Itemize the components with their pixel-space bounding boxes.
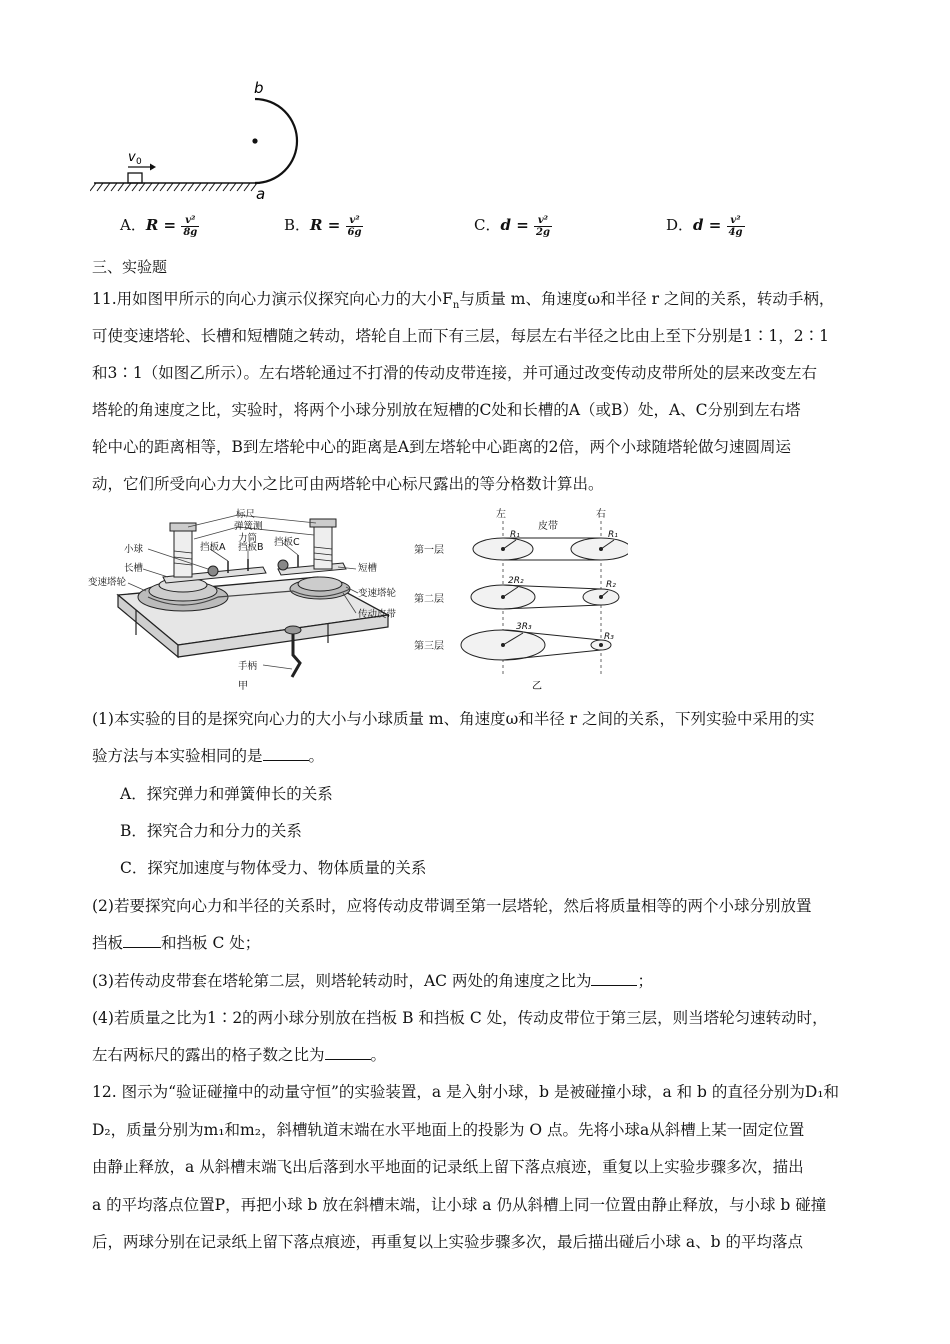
label-r1-left: R₁ — [510, 530, 520, 540]
caption-jia: 甲 — [238, 681, 248, 692]
label-r3-left: 3R₃ — [516, 622, 532, 632]
label-r2-right: R₂ — [606, 580, 616, 590]
q11-sub4-line-1: (4)若质量之比为1∶2的两小球分别放在挡板 B 和挡板 C 处，传动皮带位于第三层，则当塔轮匀速转动时， — [92, 1009, 828, 1027]
label-layer-2: 第二层 — [414, 594, 444, 605]
q12-line-4: a 的平均落点位置P，再把小球 b 放在斜槽末端，让小球 a 仍从斜槽上同一位置由静止释放，与小球 b 碰撞 — [92, 1196, 827, 1214]
q12-line-5: 后，两球分别在记录纸上留下落点痕迹，再重复以上实验步骤多次，最后描出碰后小球 a、b 的平均落点 — [92, 1233, 804, 1251]
q12-line-1: 12. 图示为“验证碰撞中的动量守恒”的实验装置，a 是入射小球，b 是被碰撞小球，a 和 b 的直径分别为D₁和 — [92, 1083, 840, 1101]
q12-line-3: 由静止释放，a 从斜槽末端飞出后落到水平地面的记录纸上留下落点痕迹，重复以上实验步骤多次，描出 — [92, 1158, 804, 1176]
label-pulley-right: 变速塔轮 — [358, 588, 397, 599]
label-ball: 小球 — [124, 544, 144, 555]
q11-sub1-option-b: B．探究合力和分力的关系 — [120, 822, 302, 840]
q10-option-c: C．d = $\frac{\text{v²}}{2g}$ — [474, 214, 550, 238]
q11-sub1-line-2: 验方法与本实验相同的是 。 — [92, 747, 325, 765]
label-spring-1: 弹簧测 — [234, 521, 263, 532]
q11-sub1-option-a: A．探究弹力和弹簧伸长的关系 — [120, 785, 333, 803]
label-short-groove: 短槽 — [358, 563, 378, 574]
q11-sub1-option-c: C．探究加速度与物体受力、物体质量的关系 — [120, 859, 427, 877]
label-a: a — [256, 185, 266, 203]
label-layer-1: 第一层 — [414, 545, 444, 556]
answer-blank-3[interactable] — [591, 971, 637, 986]
label-long-groove: 长槽 — [124, 563, 144, 574]
label-b: b — [254, 79, 264, 97]
q10-option-d: D．d = $\frac{\text{v²}}{4g}$ — [666, 214, 743, 238]
caption-yi: 乙 — [532, 681, 542, 692]
label-right: 右 — [596, 509, 606, 520]
loop-center-dot — [252, 138, 257, 143]
label-r2-left: 2R₂ — [508, 576, 524, 586]
answer-blank-4[interactable] — [325, 1045, 371, 1060]
q11-sub2-line-2: 挡板 和挡板 C 处； — [92, 934, 261, 952]
section-title: 三、实验题 — [92, 258, 168, 276]
q10-option-a: A．R = $\frac{\text{v²}}{8g}$ — [120, 214, 198, 238]
label-spring-2: 力筒 — [238, 533, 258, 544]
q11-line-6: 动，它们所受向心力大小之比可由两塔轮中心标尺露出的等分格数计算出。 — [92, 475, 604, 493]
label-belt: 传动皮带 — [358, 609, 397, 620]
svg-text:0: 0 — [136, 157, 142, 167]
pulley-layers-figure-yi — [408, 505, 628, 695]
answer-blank-2[interactable] — [123, 933, 161, 948]
label-r1-right: R₁ — [608, 530, 618, 540]
label-baffle-c: 挡板C — [274, 537, 300, 548]
q11-line-2: 可使变速塔轮、长槽和短槽随之转动，塔轮自上而下有三层，每层左右半径之比由上至下分别是1∶1，2∶1 — [92, 327, 829, 345]
q10-option-b: B．R = $\frac{\text{v²}}{6g}$ — [284, 214, 362, 238]
q11-line-3: 和3∶1（如图乙所示）。左右塔轮通过不打滑的传动皮带连接，并可通过改变传动皮带所处的层来改变左右 — [92, 364, 817, 382]
label-baffle-a: 挡板A — [200, 542, 226, 553]
block-shape — [128, 173, 142, 183]
q11-line-4: 塔轮的角速度之比，实验时，将两个小球分别放在短槽的C处和长槽的A（或B）处，A、C分别到左右塔 — [92, 401, 801, 419]
loop-track-figure — [90, 75, 320, 205]
label-ruler: 标尺 — [236, 509, 256, 520]
label-baffle-b: 挡板B — [238, 542, 264, 553]
apparatus-figure-jia — [88, 505, 418, 695]
label-v0: v — [128, 150, 136, 165]
q12-line-2: D₂，质量分别为m₁和m₂，斜槽轨道末端在水平地面上的投影为 O 点。先将小球a从斜槽上某一固定位置 — [92, 1121, 805, 1139]
label-belt-yi: 皮带 — [538, 521, 558, 532]
q11-sub3-line: (3)若传动皮带套在塔轮第二层，则塔轮转动时，AC 两处的角速度之比为 ； — [92, 972, 653, 990]
q11-sub4-line-2: 左右两标尺的露出的格子数之比为 。 — [92, 1046, 387, 1064]
label-layer-3: 第三层 — [414, 641, 444, 652]
q11-sub1-line-1: (1)本实验的目的是探究向心力的大小与小球质量 m、角速度ω和半径 r 之间的关系，下列实验中采用的实 — [92, 710, 815, 728]
answer-blank-1[interactable] — [263, 746, 309, 761]
q11-line-5: 轮中心的距离相等，B到左塔轮中心的距离是A到左塔轮中心距离的2倍，两个小球随塔轮做匀速圆周运 — [92, 438, 791, 456]
label-left: 左 — [496, 509, 506, 520]
q11-line-1: 11.用如图甲所示的向心力演示仪探究向心力的大小$F_n$与质量 m、角速度ω和半径 r 之间的关系，转动手柄， — [92, 290, 835, 312]
q11-sub2-line-1: (2)若要探究向心力和半径的关系时，应将传动皮带调至第一层塔轮，然后将质量相等的两个小球分别放置 — [92, 897, 812, 915]
label-pulley-left: 变速塔轮 — [88, 577, 127, 588]
label-handle: 手柄 — [238, 661, 258, 672]
label-r3-right: R₃ — [604, 632, 614, 642]
